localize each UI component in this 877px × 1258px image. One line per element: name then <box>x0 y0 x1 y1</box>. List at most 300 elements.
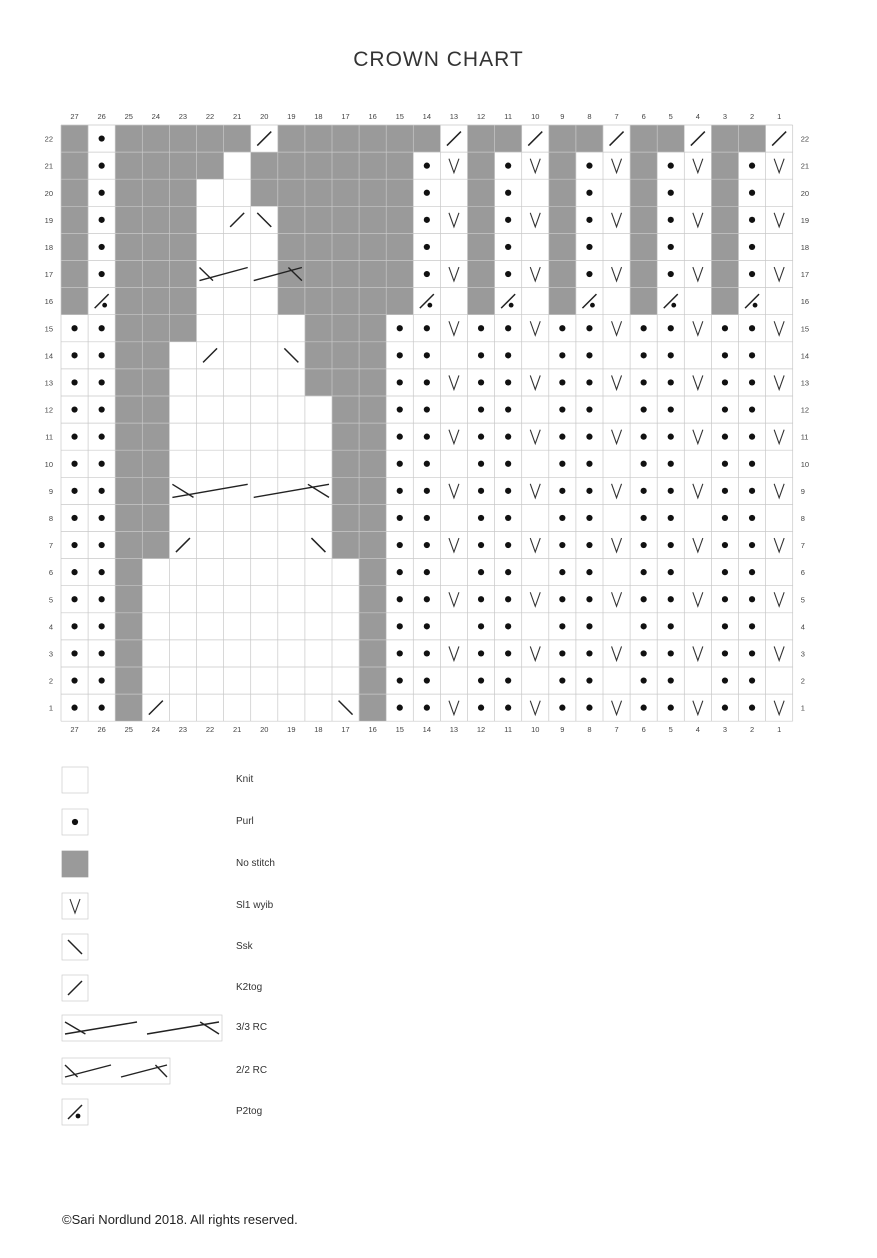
row-number-left: 2 <box>48 676 53 686</box>
cell-r8-c23 <box>169 504 196 531</box>
purl-symbol-r4-c11 <box>505 623 511 629</box>
cell-r9-c4 <box>684 477 711 504</box>
purl-symbol-r15-c11 <box>505 325 511 331</box>
cell-r16-c3 <box>711 288 738 315</box>
purl-symbol-r12-c27 <box>71 406 77 412</box>
cell-r21-c27 <box>61 152 88 179</box>
purl-symbol-r3-c2 <box>749 650 755 656</box>
cell-r11-c7 <box>603 423 630 450</box>
cell-r18-c20 <box>251 233 278 260</box>
cell-r8-c19 <box>278 504 305 531</box>
row-number-right: 1 <box>800 703 805 713</box>
cell-r20-c13 <box>440 179 467 206</box>
cell-r1-c10 <box>522 694 549 721</box>
cell-r13-c17 <box>332 369 359 396</box>
cell-r22-c6 <box>630 125 657 152</box>
legend-k2tog-icon <box>62 975 88 1001</box>
purl-symbol-r5-c11 <box>505 596 511 602</box>
cell-r14-c21 <box>224 342 251 369</box>
purl-symbol-r1-c3 <box>722 705 728 711</box>
cell-r17-c18 <box>305 261 332 288</box>
column-number-top: 22 <box>205 112 215 121</box>
cell-r16-c21 <box>224 288 251 315</box>
cell-r5-c25 <box>115 586 142 613</box>
cell-r12-c22 <box>197 396 224 423</box>
cell-r21-c10 <box>522 152 549 179</box>
row-number-right: 21 <box>800 161 810 171</box>
legend-label-cable-22: 2/2 RC <box>236 1065 268 1076</box>
cell-r12-c23 <box>169 396 196 423</box>
cell-r8-c21 <box>224 504 251 531</box>
cell-r3-c4 <box>684 640 711 667</box>
cell-r14-c23 <box>169 342 196 369</box>
purl-symbol-r7-c27 <box>71 542 77 548</box>
purl-symbol-r20-c26 <box>99 190 105 196</box>
cell-r17-c16 <box>359 261 386 288</box>
row-number-right: 3 <box>800 649 805 659</box>
cell-r18-c27 <box>61 233 88 260</box>
purl-symbol-r18-c5 <box>668 244 674 250</box>
purl-symbol-r20-c2 <box>749 190 755 196</box>
purl-symbol-r8-c12 <box>478 515 484 521</box>
purl-symbol-r10-c9 <box>559 461 565 467</box>
row-number-left: 10 <box>44 459 53 469</box>
cell-r17-c23 <box>169 261 196 288</box>
purl-symbol-r21-c26 <box>99 163 105 169</box>
cell-r10-c25 <box>115 450 142 477</box>
cell-r18-c17 <box>332 233 359 260</box>
purl-symbol-r8-c11 <box>505 515 511 521</box>
column-number-bottom: 3 <box>722 725 728 735</box>
purl-symbol-r10-c27 <box>71 461 77 467</box>
column-number-top: 16 <box>368 112 377 121</box>
cell-r7-c1 <box>766 532 793 559</box>
purl-symbol-r13-c12 <box>478 379 484 385</box>
purl-symbol-r6-c27 <box>71 569 77 575</box>
cell-r14-c20 <box>251 342 278 369</box>
cell-r12-c7 <box>603 396 630 423</box>
column-number-top: 14 <box>422 112 432 121</box>
cell-r12-c16 <box>359 396 386 423</box>
purl-symbol-r7-c11 <box>505 542 511 548</box>
cell-r21-c24 <box>142 152 169 179</box>
column-number-bottom: 12 <box>476 725 486 735</box>
purl-symbol-r1-c27 <box>71 705 77 711</box>
cell-r17-c25 <box>115 261 142 288</box>
column-number-bottom: 1 <box>777 725 782 735</box>
row-number-left: 12 <box>44 405 53 415</box>
cell-r16-c17 <box>332 288 359 315</box>
purl-symbol-r10-c3 <box>722 461 728 467</box>
cell-r16-c22 <box>197 288 224 315</box>
cell-r6-c20 <box>251 559 278 586</box>
cell-r5-c4 <box>684 586 711 613</box>
row-number-left: 22 <box>44 134 53 144</box>
cell-r14-c17 <box>332 342 359 369</box>
column-number-bottom: 2 <box>749 725 755 735</box>
purl-symbol-r19-c11 <box>505 217 511 223</box>
cell-r18-c3 <box>711 233 738 260</box>
column-number-bottom: 19 <box>287 725 296 735</box>
purl-symbol-r10-c8 <box>586 461 592 467</box>
purl-symbol-r20-c14 <box>424 190 430 196</box>
cell-r3-c10 <box>522 640 549 667</box>
purl-symbol-r13-c26 <box>99 379 105 385</box>
cell-r2-c1 <box>766 667 793 694</box>
cell-r18-c21 <box>224 233 251 260</box>
cell-r16-c18 <box>305 288 332 315</box>
cell-r21-c1 <box>766 152 793 179</box>
purl-symbol-r1-c14 <box>424 705 430 711</box>
purl-symbol-r7-c3 <box>722 542 728 548</box>
purl-symbol-r15-c2 <box>749 325 755 331</box>
row-number-right: 10 <box>800 459 810 469</box>
purl-symbol-r13-c6 <box>641 379 647 385</box>
cell-r19-c6 <box>630 206 657 233</box>
cell-r19-c3 <box>711 206 738 233</box>
purl-symbol-r2-c8 <box>586 677 592 683</box>
purl-symbol-r11-c2 <box>749 434 755 440</box>
column-number-top: 4 <box>695 112 700 121</box>
cell-r2-c23 <box>169 667 196 694</box>
cell-r21-c23 <box>169 152 196 179</box>
cell-r21-c15 <box>386 152 413 179</box>
purl-symbol-r6-c14 <box>424 569 430 575</box>
cell-r10-c24 <box>142 450 169 477</box>
legend-symbol <box>72 819 78 825</box>
cell-r17-c12 <box>468 261 495 288</box>
purl-symbol-r14-c2 <box>749 352 755 358</box>
cell-r6-c10 <box>522 559 549 586</box>
cell-r10-c18 <box>305 450 332 477</box>
purl-symbol-r19-c26 <box>99 217 105 223</box>
cell-r15-c18 <box>305 315 332 342</box>
cell-r10-c13 <box>440 450 467 477</box>
cell-r16-c10 <box>522 288 549 315</box>
legend-knit-icon <box>62 767 88 793</box>
row-number-right: 14 <box>800 351 810 361</box>
purl-symbol-r9-c12 <box>478 488 484 494</box>
cell-r10-c7 <box>603 450 630 477</box>
row-number-left: 6 <box>48 568 53 578</box>
cell-r15-c13 <box>440 315 467 342</box>
cell-r19-c19 <box>278 206 305 233</box>
cell-r22-c2 <box>739 125 766 152</box>
row-number-left: 1 <box>48 703 53 713</box>
purl-symbol-r9-c11 <box>505 488 511 494</box>
legend-ssk-icon <box>62 934 88 960</box>
purl-symbol-r5-c6 <box>641 596 647 602</box>
legend-label-k2tog: K2tog <box>236 982 263 993</box>
cell-r13-c22 <box>197 369 224 396</box>
purl-symbol-r4-c27 <box>71 623 77 629</box>
column-number-bottom: 4 <box>695 725 700 735</box>
cell-r22-c3 <box>711 125 738 152</box>
cell-r7-c7 <box>603 532 630 559</box>
cell-r4-c24 <box>142 613 169 640</box>
purl-symbol-r11-c15 <box>397 434 403 440</box>
row-number-left: 9 <box>48 486 53 496</box>
cell-r6-c4 <box>684 559 711 586</box>
cell-r1-c18 <box>305 694 332 721</box>
cell-r19-c27 <box>61 206 88 233</box>
cell-r4-c7 <box>603 613 630 640</box>
cell-r20-c17 <box>332 179 359 206</box>
cell-r6-c17 <box>332 559 359 586</box>
cell-r13-c4 <box>684 369 711 396</box>
purl-symbol-r21-c14 <box>424 163 430 169</box>
cell-r2-c7 <box>603 667 630 694</box>
cell-r4-c18 <box>305 613 332 640</box>
row-number-right: 7 <box>800 541 805 551</box>
cell-r20-c16 <box>359 179 386 206</box>
purl-symbol-r19-c5 <box>668 217 674 223</box>
cell-r3-c20 <box>251 640 278 667</box>
column-number-bottom: 15 <box>395 725 404 735</box>
column-number-top: 18 <box>314 112 323 121</box>
column-number-top: 8 <box>587 112 592 121</box>
row-number-left: 17 <box>44 270 53 280</box>
row-number-right: 4 <box>800 622 805 632</box>
column-number-top: 11 <box>504 112 513 121</box>
purl-symbol-r10-c15 <box>397 461 403 467</box>
purl-symbol-r15-c12 <box>478 325 484 331</box>
row-number-left: 7 <box>48 541 53 551</box>
purl-symbol-r8-c3 <box>722 515 728 521</box>
cell-r10-c10 <box>522 450 549 477</box>
purl-symbol-r4-c5 <box>668 623 674 629</box>
cell-r11-c23 <box>169 423 196 450</box>
cell-r5-c20 <box>251 586 278 613</box>
column-number-bottom: 22 <box>205 725 215 735</box>
cell-r21-c16 <box>359 152 386 179</box>
column-number-bottom: 26 <box>97 725 106 735</box>
purl-symbol-r9-c6 <box>641 488 647 494</box>
cell-r1-c23 <box>169 694 196 721</box>
column-number-top: 7 <box>614 112 619 121</box>
purl-symbol-r18-c8 <box>586 244 592 250</box>
cell-r19-c23 <box>169 206 196 233</box>
purl-symbol-r19-c2 <box>749 217 755 223</box>
cell-r15-c22 <box>197 315 224 342</box>
legend-slip-icon <box>62 893 88 919</box>
column-number-top: 13 <box>449 112 459 121</box>
purl-symbol-r12-c12 <box>478 406 484 412</box>
purl-symbol-r9-c5 <box>668 488 674 494</box>
cell-r8-c1 <box>766 504 793 531</box>
cell-r16-c4 <box>684 288 711 315</box>
cell-r4-c13 <box>440 613 467 640</box>
purl-symbol-r8-c5 <box>668 515 674 521</box>
cell-r3-c18 <box>305 640 332 667</box>
column-number-top: 21 <box>232 112 242 121</box>
row-number-left: 18 <box>44 242 53 252</box>
cell-r18-c13 <box>440 233 467 260</box>
purl-symbol-r2-c14 <box>424 677 430 683</box>
purl-symbol-r3-c8 <box>586 650 592 656</box>
cell-r21-c22 <box>197 152 224 179</box>
purl-symbol-r7-c26 <box>99 542 105 548</box>
cell-r6-c16 <box>359 559 386 586</box>
cell-r18-c15 <box>386 233 413 260</box>
copyright-footer: ©Sari Nordlund 2018. All rights reserved. <box>62 1212 298 1227</box>
purl-symbol-r2-c9 <box>559 677 565 683</box>
column-number-top: 15 <box>395 112 404 121</box>
cell-r17-c17 <box>332 261 359 288</box>
purl-symbol-r12-c6 <box>641 406 647 412</box>
cell-r6-c21 <box>224 559 251 586</box>
purl-symbol-r6-c26 <box>99 569 105 575</box>
cell-r20-c1 <box>766 179 793 206</box>
cell-r3-c24 <box>142 640 169 667</box>
purl-symbol-r13-c15 <box>397 379 403 385</box>
column-number-top: 23 <box>178 112 188 121</box>
purl-symbol-r9-c15 <box>397 488 403 494</box>
cell-r17-c13 <box>440 261 467 288</box>
purl-symbol-r11-c12 <box>478 434 484 440</box>
purl-symbol-r15-c14 <box>424 325 430 331</box>
cell-r12-c1 <box>766 396 793 423</box>
column-number-bottom: 25 <box>124 725 133 735</box>
cell-r18-c1 <box>766 233 793 260</box>
cell-r22-c27 <box>61 125 88 152</box>
cell-r21-c6 <box>630 152 657 179</box>
cell-r18-c12 <box>468 233 495 260</box>
cell-r18-c16 <box>359 233 386 260</box>
cell-r14-c16 <box>359 342 386 369</box>
column-number-bottom: 20 <box>260 725 269 735</box>
cell-r4-c19 <box>278 613 305 640</box>
cell-r8-c25 <box>115 504 142 531</box>
cell-r17-c7 <box>603 261 630 288</box>
purl-symbol-r4-c8 <box>586 623 592 629</box>
row-number-left: 16 <box>44 297 53 307</box>
cell-r18-c10 <box>522 233 549 260</box>
cell-r18-c23 <box>169 233 196 260</box>
column-number-bottom: 18 <box>314 725 323 735</box>
purl-symbol-r1-c26 <box>99 705 105 711</box>
purl-symbol-r7-c12 <box>478 542 484 548</box>
column-number-top: 19 <box>287 112 296 121</box>
column-number-bottom: 5 <box>668 725 673 735</box>
cell-r14-c4 <box>684 342 711 369</box>
cell-r17-c19 <box>278 261 305 288</box>
cell-r22-c25 <box>115 125 142 152</box>
cell-r6-c7 <box>603 559 630 586</box>
cell-r5-c10 <box>522 586 549 613</box>
cell-r11-c10 <box>522 423 549 450</box>
purl-symbol-r14-c14 <box>424 352 430 358</box>
purl-symbol-r13-c5 <box>668 379 674 385</box>
purl-symbol-r4-c26 <box>99 623 105 629</box>
cell-r19-c10 <box>522 206 549 233</box>
purl-symbol-r10-c14 <box>424 461 430 467</box>
purl-symbol-r12-c5 <box>668 406 674 412</box>
cell-r11-c22 <box>197 423 224 450</box>
purl-symbol-r9-c2 <box>749 488 755 494</box>
column-number-top: 24 <box>151 112 161 121</box>
purl-symbol-r15-c15 <box>397 325 403 331</box>
purl-symbol-r2-c12 <box>478 677 484 683</box>
cell-r7-c21 <box>224 532 251 559</box>
cell-r13-c1 <box>766 369 793 396</box>
column-number-top: 5 <box>668 112 673 121</box>
cell-r18-c18 <box>305 233 332 260</box>
cell-r6-c23 <box>169 559 196 586</box>
purl-symbol-r6-c5 <box>668 569 674 575</box>
purl-symbol-r18-c11 <box>505 244 511 250</box>
purl-symbol-r14-c5 <box>668 352 674 358</box>
cell-r2-c25 <box>115 667 142 694</box>
cell-r20-c10 <box>522 179 549 206</box>
purl-symbol-r13-c14 <box>424 379 430 385</box>
cell-r4-c17 <box>332 613 359 640</box>
cell-r4-c4 <box>684 613 711 640</box>
cell-r10-c22 <box>197 450 224 477</box>
legend-label-slip: Sl1 wyib <box>236 900 274 911</box>
cell-r18-c22 <box>197 233 224 260</box>
cell-r2-c10 <box>522 667 549 694</box>
purl-symbol-r5-c27 <box>71 596 77 602</box>
cell-r20-c23 <box>169 179 196 206</box>
cell-r15-c17 <box>332 315 359 342</box>
cell-r15-c25 <box>115 315 142 342</box>
row-number-right: 20 <box>800 188 810 198</box>
column-number-top: 20 <box>260 112 269 121</box>
purl-symbol-r18-c26 <box>99 244 105 250</box>
cell-r22-c16 <box>359 125 386 152</box>
purl-symbol-r22-c26 <box>99 135 105 141</box>
cell-r3-c17 <box>332 640 359 667</box>
cell-r5-c7 <box>603 586 630 613</box>
purl-symbol-r11-c11 <box>505 434 511 440</box>
purl-symbol-r1-c6 <box>641 705 647 711</box>
column-number-bottom: 8 <box>587 725 592 735</box>
purl-symbol-r5-c5 <box>668 596 674 602</box>
purl-symbol-r12-c3 <box>722 406 728 412</box>
purl-symbol-r1-c8 <box>586 705 592 711</box>
cell-r1-c16 <box>359 694 386 721</box>
purl-symbol-r9-c3 <box>722 488 728 494</box>
row-number-left: 8 <box>48 513 53 523</box>
cell-r16-c15 <box>386 288 413 315</box>
column-number-bottom: 10 <box>531 725 540 735</box>
cell-r11-c24 <box>142 423 169 450</box>
cell-r13-c23 <box>169 369 196 396</box>
cell-r21-c4 <box>684 152 711 179</box>
purl-symbol-r7-c14 <box>424 542 430 548</box>
cell-r5-c23 <box>169 586 196 613</box>
purl-symbol-r13-c2 <box>749 379 755 385</box>
cell-r2-c17 <box>332 667 359 694</box>
purl-symbol-r20-c5 <box>668 190 674 196</box>
cell-r19-c15 <box>386 206 413 233</box>
cell-r13-c18 <box>305 369 332 396</box>
cell-r17-c15 <box>386 261 413 288</box>
cell-r5-c19 <box>278 586 305 613</box>
purl-symbol-r13-c9 <box>559 379 565 385</box>
cell-r12-c10 <box>522 396 549 423</box>
purl-symbol-r11-c9 <box>559 434 565 440</box>
purl-symbol-r7-c6 <box>641 542 647 548</box>
column-number-top: 27 <box>70 112 79 121</box>
cell-r20-c22 <box>197 179 224 206</box>
cell-r20-c4 <box>684 179 711 206</box>
cell-r1-c13 <box>440 694 467 721</box>
cell-r5-c24 <box>142 586 169 613</box>
cell-r3-c1 <box>766 640 793 667</box>
purl-symbol-r8-c8 <box>586 515 592 521</box>
